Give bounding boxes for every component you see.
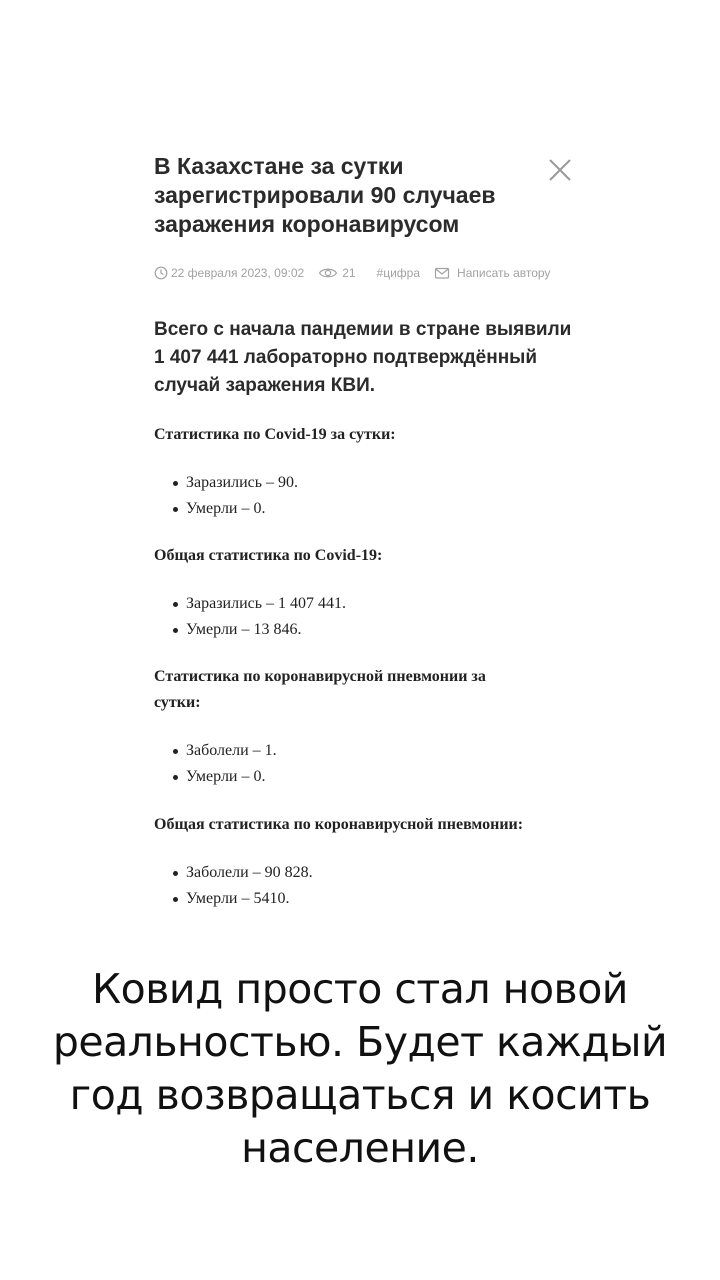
article-meta [154,264,550,282]
section-heading: Общая статистика по коронавирусной пневмонии: [154,816,524,833]
stats-section-total-pneumonia [154,812,584,912]
stats-list [154,860,584,912]
write-author-text[interactable]: Написать автору [457,266,551,280]
list-item: Заболели – 1. [154,738,534,764]
meta-date [154,266,304,280]
stats-list [154,738,534,790]
stats-list [154,591,554,643]
stats-section-total-covid [154,543,554,643]
mail-icon [434,266,450,280]
close-icon [547,157,573,183]
meta-date-text: 22 февраля 2023, 09:02 [171,266,305,280]
list-item: Заболели – 90 828. [154,860,584,886]
meta-views-count: 21 [342,266,356,280]
eye-icon [318,266,338,280]
article-header [154,152,574,239]
article-lead: Всего с начала пандемии в стране выявили 1 407 441 лабораторно подтверждённый случай заражения КВИ. [154,319,572,396]
section-heading: Общая статистика по Covid-19: [154,547,383,564]
stats-section-daily-pneumonia [154,664,534,790]
section-heading: Статистика по коронавирусной пневмонии за сутки: [154,668,486,711]
list-item: Умерли – 0. [154,496,554,522]
close-button[interactable] [547,157,573,183]
article-title: В Казахстане за сутки зарегистрировали 90 случаев заражения коронавирусом [154,153,496,237]
section-heading: Статистика по Covid-19 за сутки: [154,426,396,443]
list-item: Заразились – 90. [154,470,554,496]
overlay-caption: Ковид просто стал новой реальностью. Будет каждый год возвращаться и косить население. [52,965,668,1172]
clock-icon [154,266,168,280]
meta-tag-text[interactable]: #цифра [376,266,421,280]
meta-tag[interactable] [377,266,420,280]
list-item: Умерли – 0. [154,764,534,790]
write-author-link[interactable] [434,266,550,280]
stats-list [154,470,554,522]
list-item: Умерли – 13 846. [154,617,554,643]
list-item: Умерли – 5410. [154,886,584,912]
stats-section-daily-covid [154,422,554,522]
meta-views [318,266,355,280]
list-item: Заразились – 1 407 441. [154,591,554,617]
